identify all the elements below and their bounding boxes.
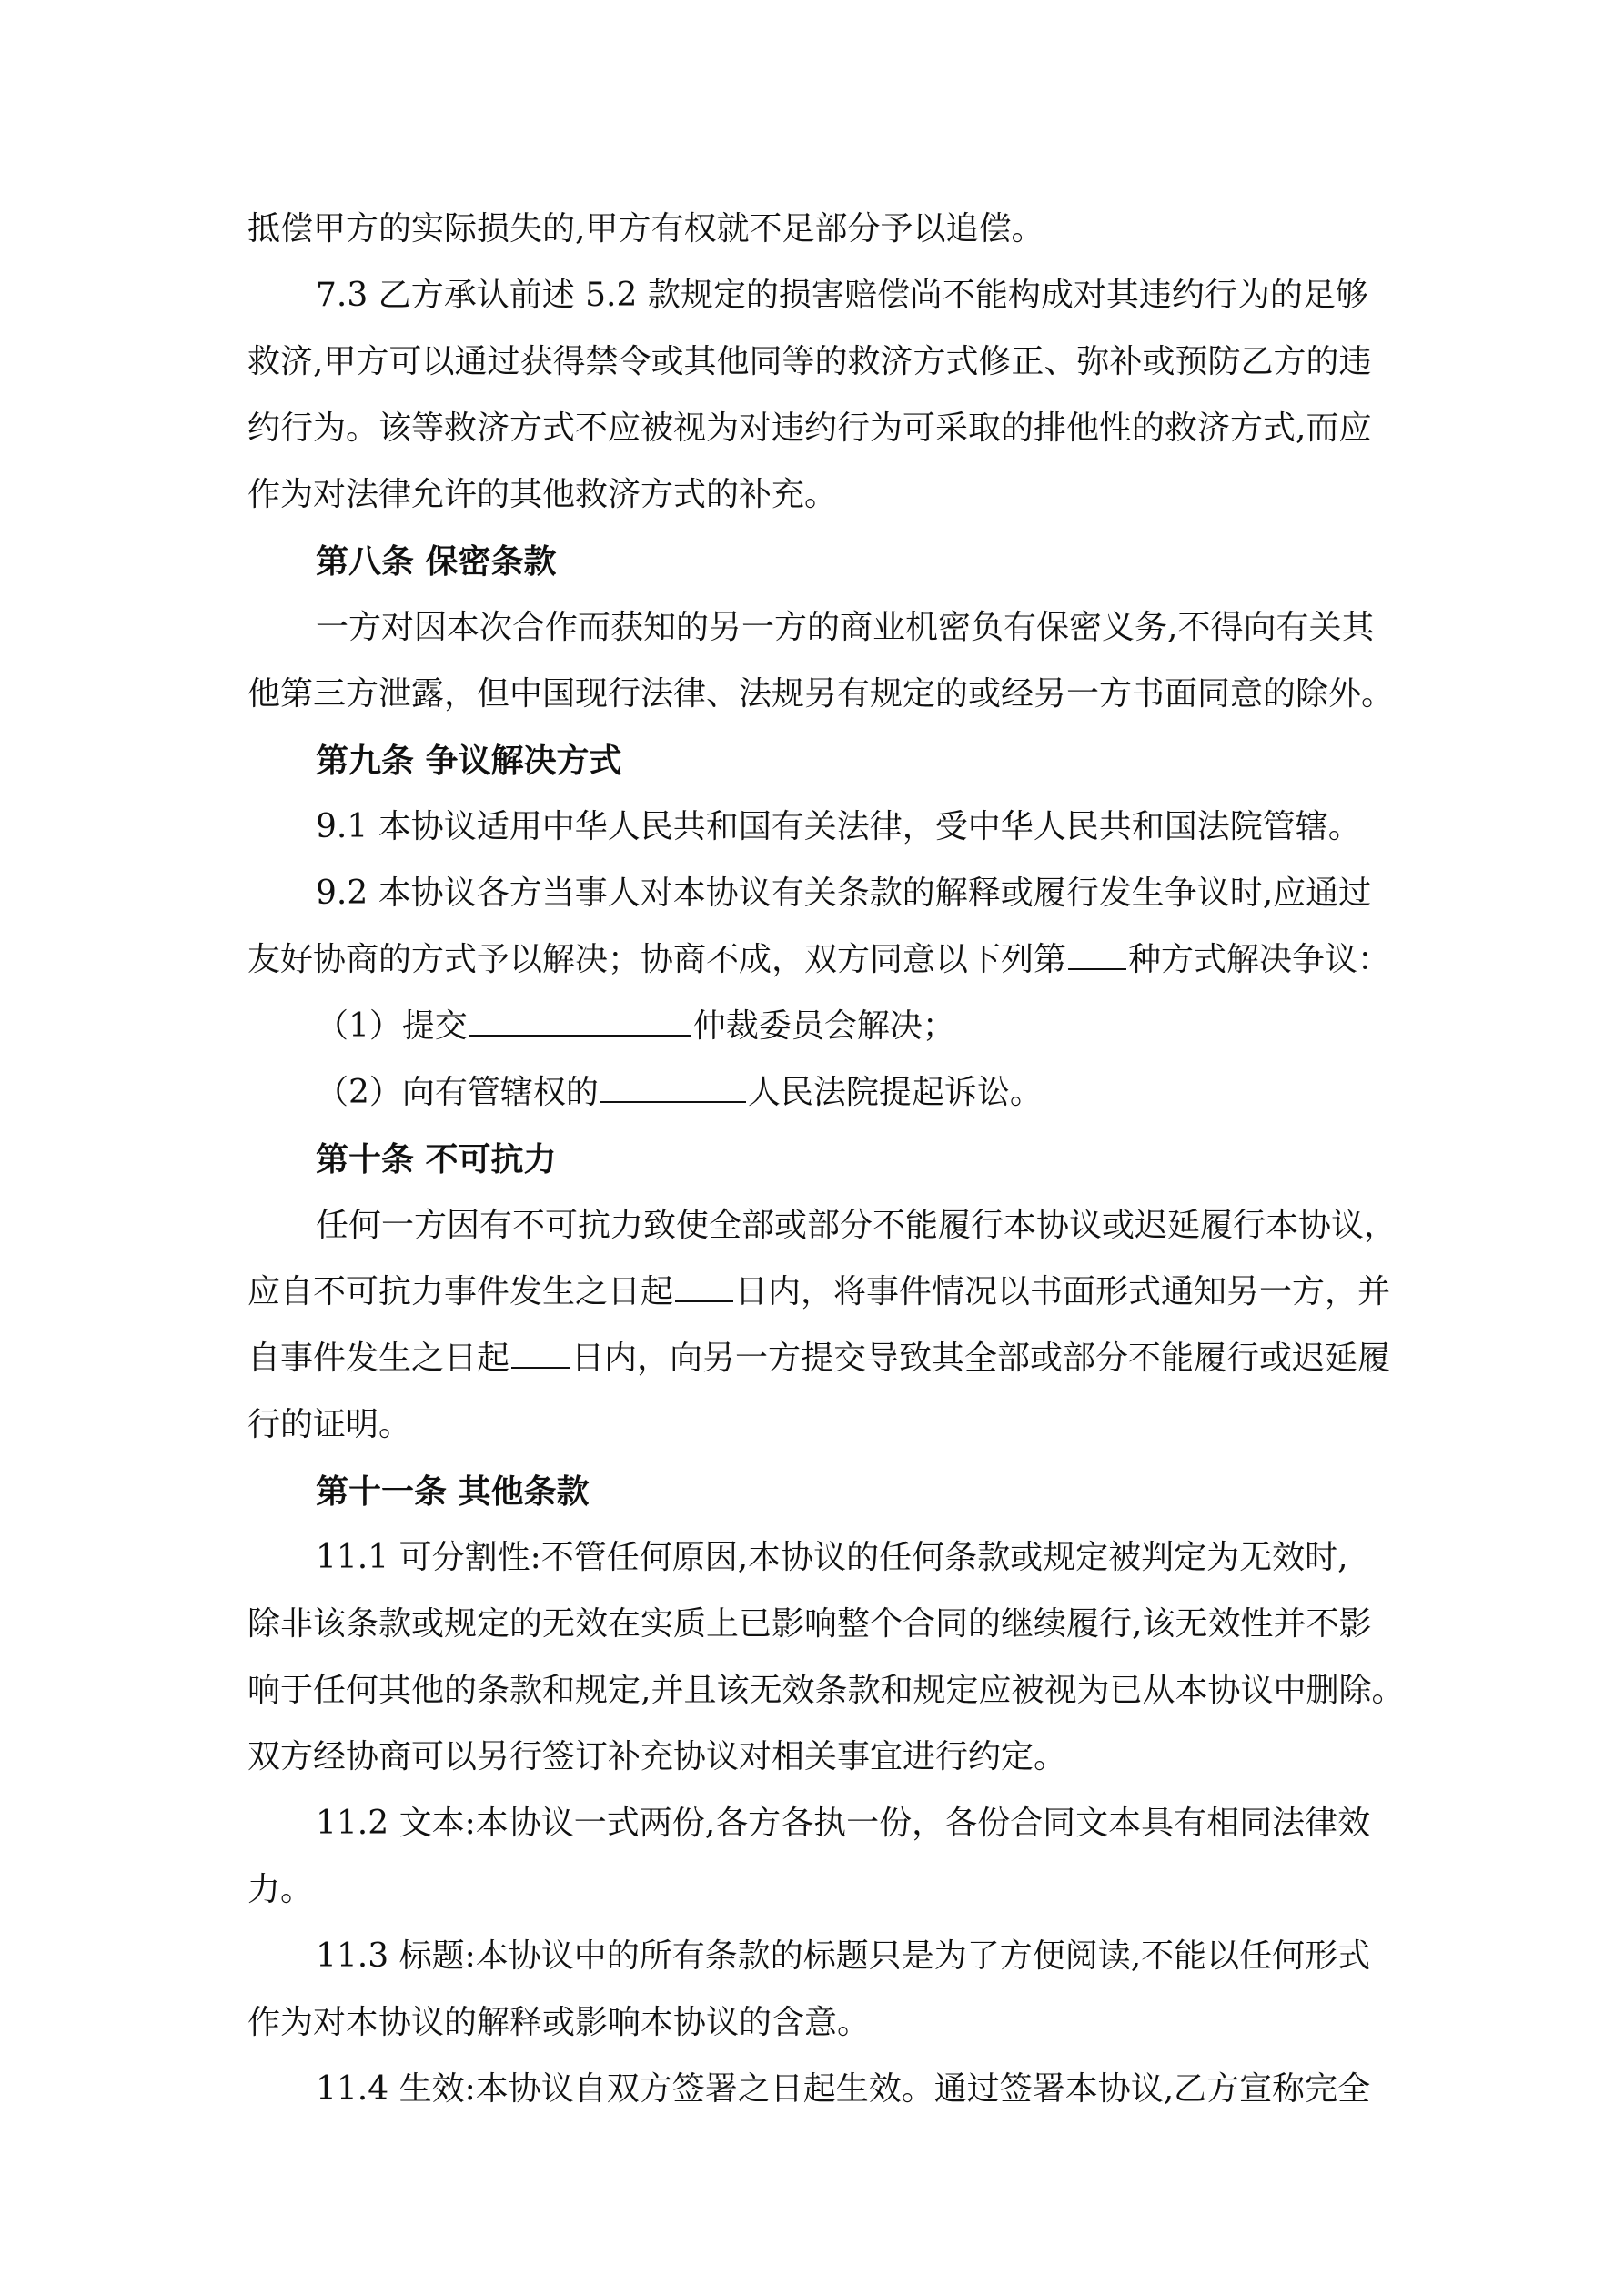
text-line: 一方对因本次合作而获知的另一方的商业机密负有保密义务,不得向有关其: [316, 609, 1375, 646]
section-heading: 第十一条 其他条款: [316, 1472, 590, 1511]
blank-underline: [469, 1007, 691, 1037]
section-heading: 第八条 保密条款: [316, 542, 557, 581]
text-line: 力。: [247, 1871, 314, 1908]
text-line: [316, 1067, 1043, 1118]
text-line: 11.2 文本:本协议一式两份,各方各执一份，各份合同文本具有相同法律效: [316, 1805, 1371, 1842]
text-line: 11.4 生效:本协议自双方签署之日起生效。通过签署本协议,乙方宣称完全: [316, 2070, 1371, 2108]
text-line: 任何一方因有不可抗力致使全部或部分不能履行本协议或迟延履行本协议，: [316, 1207, 1397, 1244]
text-line: 作为对法律允许的其他救济方式的补充。: [247, 476, 838, 513]
text-line: 响于任何其他的条款和规定,并且该无效条款和规定应被视为已从本协议中删除。: [247, 1672, 1405, 1709]
text-line: 抵偿甲方的实际损失的,甲方有权就不足部分予以追偿。: [247, 210, 1044, 248]
text-line: [316, 1001, 955, 1052]
text-segment: 友好协商的方式予以解决；协商不成，双方同意以下列第: [247, 941, 1067, 978]
section-heading: 第九条 争议解决方式: [316, 742, 622, 780]
text-line: 11.3 标题:本协议中的所有条款的标题只是为了方便阅读,不能以任何形式: [316, 1937, 1371, 1975]
text-line: 9.1 本协议适用中华人民共和国有关法律，受中华人民共和国法院管辖。: [316, 808, 1361, 845]
blank-underline: [675, 1273, 733, 1302]
text-line: [247, 1333, 1390, 1384]
text-line: 7.3 乙方承认前述 5.2 款规定的损害赔偿尚不能构成对其违约行为的足够: [316, 277, 1368, 314]
blank-underline: [600, 1074, 746, 1103]
text-segment: 自事件发生之日起: [247, 1340, 510, 1377]
text-line: 作为对本协议的解释或影响本协议的含意。: [247, 2004, 871, 2041]
text-line: [247, 935, 1390, 986]
text-line: 行的证明。: [247, 1406, 412, 1443]
text-line: 他第三方泄露，但中国现行法律、法规另有规定的或经另一方书面同意的除外。: [247, 675, 1395, 713]
blank-underline: [511, 1340, 570, 1369]
text-segment: 种方式解决争议：: [1128, 941, 1391, 978]
blank-underline: [1068, 941, 1126, 970]
text-segment: （2）向有管辖权的: [316, 1074, 599, 1111]
text-line: 11.1 可分割性:不管任何原因,本协议的任何条款或规定被判定为无效时,: [316, 1539, 1348, 1576]
section-heading: 第十条 不可抗力: [316, 1140, 557, 1178]
text-line: 救济,甲方可以通过获得禁令或其他同等的救济方式修正、弥补或预防乙方的违: [247, 343, 1372, 380]
text-segment: 日内，将事件情况以书面形式通知另一方，并: [735, 1273, 1391, 1310]
text-segment: 日内，向另一方提交导致其全部或部分不能履行或迟延履: [571, 1340, 1391, 1377]
text-segment: 人民法院提起诉讼。: [747, 1074, 1043, 1111]
text-segment: 仲裁委员会解决；: [692, 1007, 955, 1045]
text-line: 除非该条款或规定的无效在实质上已影响整个合同的继续履行,该无效性并不影: [247, 1605, 1372, 1643]
text-line: [247, 1267, 1390, 1318]
text-segment: （1）提交: [316, 1007, 468, 1045]
text-line: 约行为。该等救济方式不应被视为对违约行为可采取的排他性的救济方式,而应: [247, 410, 1372, 447]
text-line: 9.2 本协议各方当事人对本协议有关条款的解释或履行发生争议时,应通过: [316, 875, 1372, 912]
text-segment: 应自不可抗力事件发生之日起: [247, 1273, 674, 1310]
text-line: 双方经协商可以另行签订补充协议对相关事宜进行约定。: [247, 1738, 1067, 1775]
